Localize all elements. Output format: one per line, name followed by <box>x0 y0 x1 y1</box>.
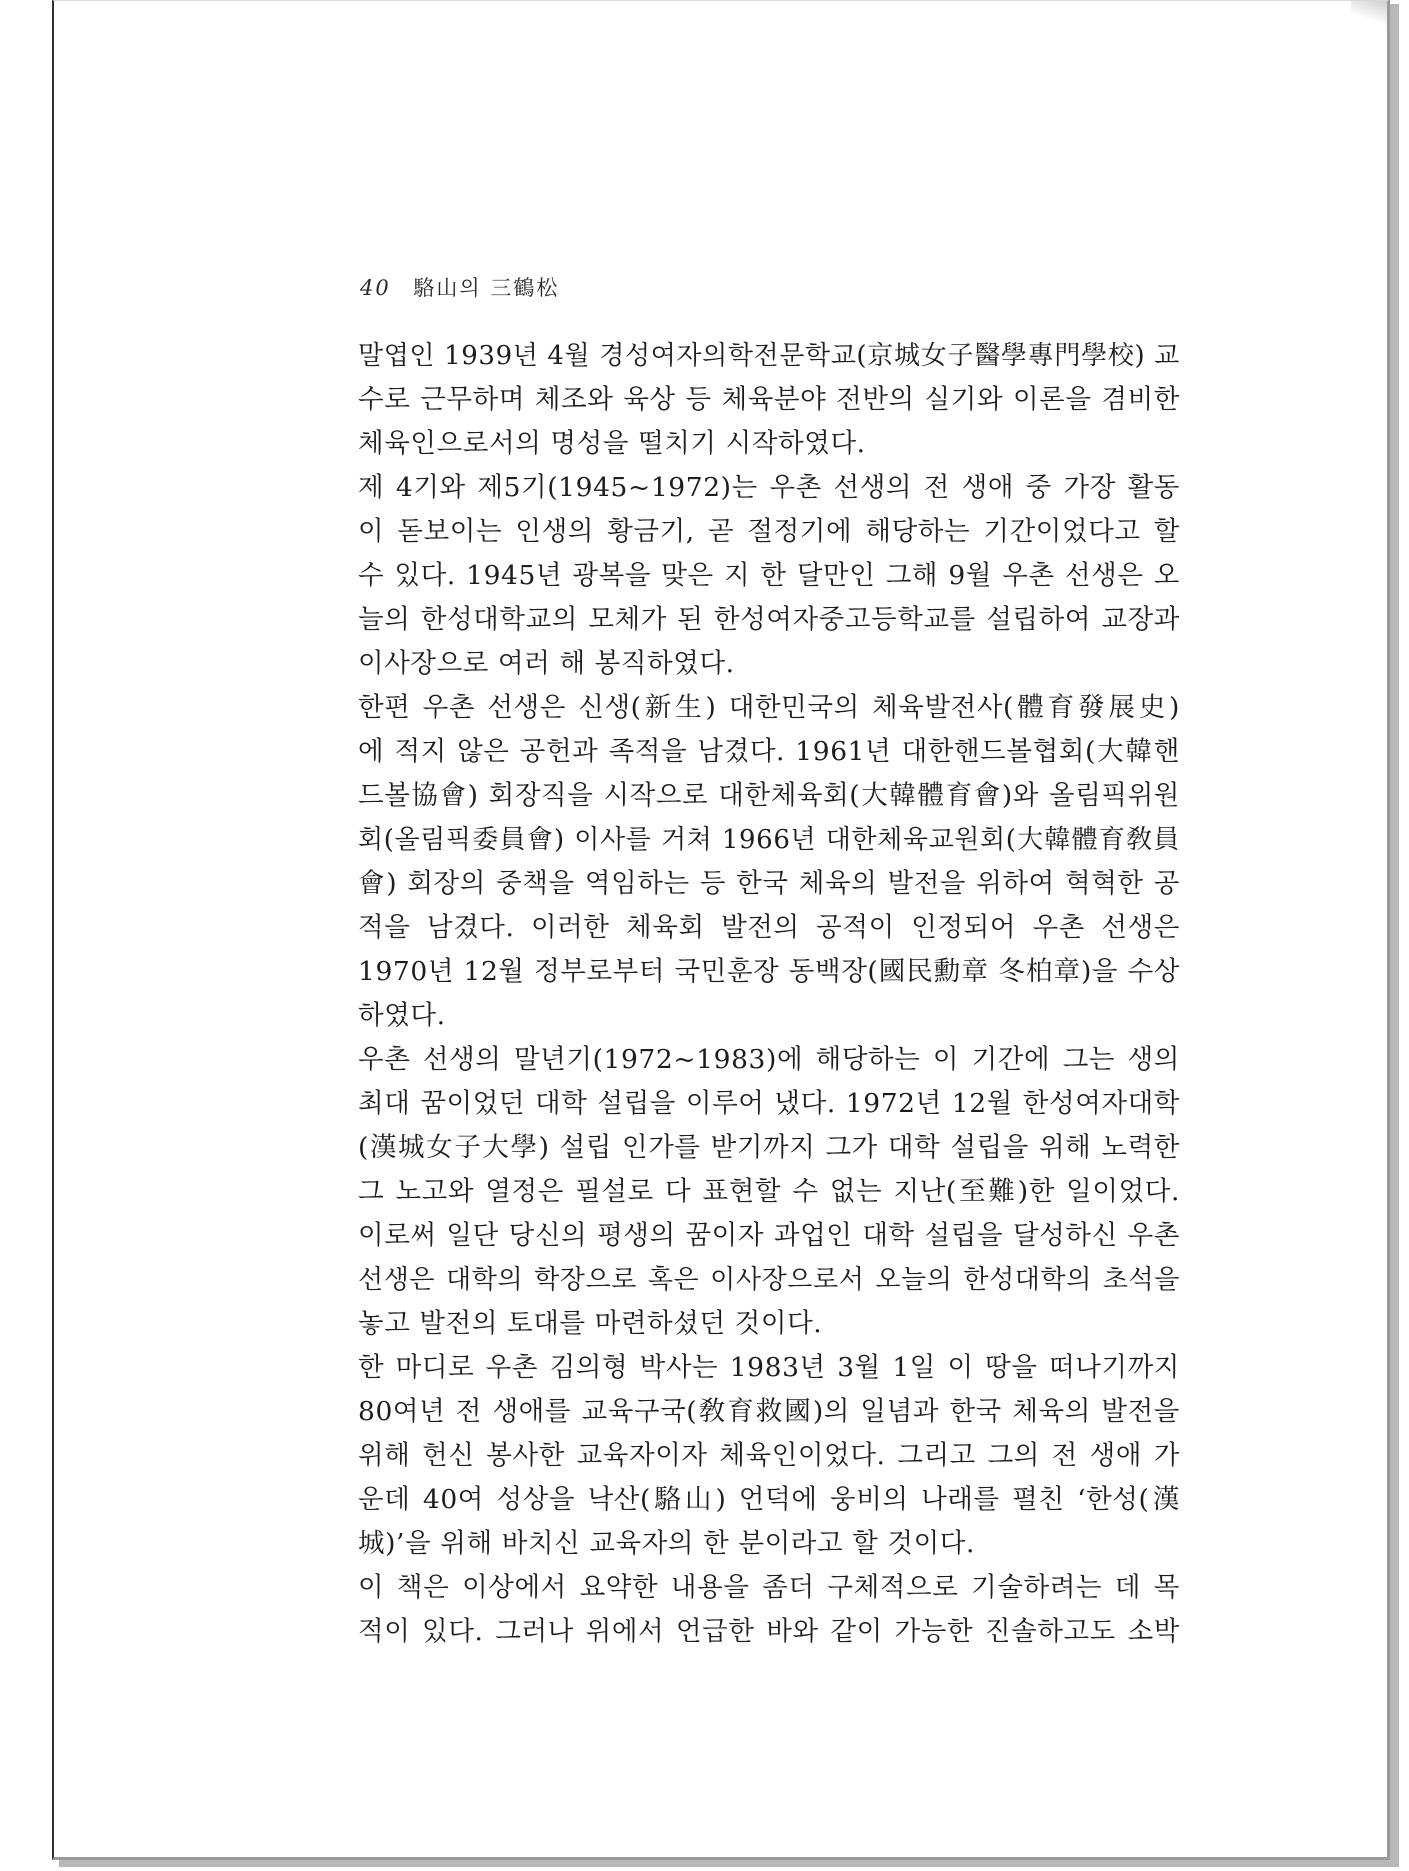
text-line: 80여년 전 생애를 교육구국(敎育救國)의 일념과 한국 체육의 발전을 <box>358 1396 1180 1427</box>
text-line: 위해 헌신 봉사한 교육자이자 체육인이었다. 그리고 그의 전 생애 가 <box>358 1440 1180 1471</box>
text-line: 적을 남겼다. 이러한 체육회 발전의 공적이 인정되어 우촌 선생은 <box>358 912 1180 943</box>
running-header <box>360 272 559 302</box>
text-line: 하였다. <box>358 1000 446 1031</box>
page-number: 40 <box>360 276 391 300</box>
text-line: 늘의 한성대학교의 모체가 된 한성여자중고등학교를 설립하여 교장과 <box>358 604 1180 635</box>
text-line: 수로 근무하며 체조와 육상 등 체육분야 전반의 실기와 이론을 겸비한 <box>358 384 1180 415</box>
text-line: 1970년 12월 정부로부터 국민훈장 동백장(國民勳章 冬柏章)을 수상 <box>358 956 1180 987</box>
text-line: 한편 우촌 선생은 신생(新生) 대한민국의 체육발전사(體育發展史) <box>358 692 1180 723</box>
text-line: 이 돋보이는 인생의 황금기, 곧 절정기에 해당하는 기간이었다고 할 <box>358 516 1180 547</box>
text-line: (漢城女子大學) 설립 인가를 받기까지 그가 대학 설립을 위해 노력한 <box>358 1132 1180 1163</box>
text-line: 에 적지 않은 공헌과 족적을 남겼다. 1961년 대한핸드볼협회(大韓핸 <box>358 736 1180 767</box>
running-title: 駱山의 三鶴松 <box>413 276 560 300</box>
text-line: 드볼協會) 회장직을 시작으로 대한체육회(大韓體育會)와 올림픽위원 <box>358 780 1180 811</box>
text-line: 회(올림픽委員會) 이사를 거쳐 1966년 대한체육교원회(大韓體育敎員 <box>358 825 1180 855</box>
text-line: 이사장으로 여러 해 봉직하였다. <box>358 648 735 679</box>
text-line: 그 노고와 열정은 필설로 다 표현할 수 없는 지난(至難)한 일이었다. <box>358 1176 1180 1207</box>
text-line: 제 4기와 제5기(1945~1972)는 우촌 선생의 전 생애 중 가장 활동 <box>358 472 1180 503</box>
text-line: 會) 회장의 중책을 역임하는 등 한국 체육의 발전을 위하여 혁혁한 공 <box>358 868 1180 899</box>
text-line: 이로써 일단 당신의 평생의 꿈이자 과업인 대학 설립을 달성하신 우촌 <box>358 1220 1180 1251</box>
text-line: 城)’을 위해 바치신 교육자의 한 분이라고 할 것이다. <box>358 1528 976 1559</box>
text-line: 한 마디로 우촌 김의형 박사는 1983년 3월 1일 이 땅을 떠나기까지 <box>358 1352 1180 1383</box>
text-line: 선생은 대학의 학장으로 혹은 이사장으로서 오늘의 한성대학의 초석을 <box>358 1265 1180 1295</box>
text-line: 운데 40여 성상을 낙산(駱山) 언덕에 웅비의 나래를 펼친 ‘한성(漢 <box>358 1484 1180 1515</box>
page-corner-fold <box>1351 1 1387 25</box>
text-line: 적이 있다. 그러나 위에서 언급한 바와 같이 가능한 진솔하고도 소박 <box>358 1616 1180 1647</box>
text-line: 우촌 선생의 말년기(1972~1983)에 해당하는 이 기간에 그는 생의 <box>358 1044 1180 1075</box>
body-text <box>358 334 1180 1654</box>
text-line: 놓고 발전의 토대를 마련하셨던 것이다. <box>358 1308 823 1339</box>
text-line: 체육인으로서의 명성을 떨치기 시작하였다. <box>358 428 866 459</box>
text-line: 최대 꿈이었던 대학 설립을 이루어 냈다. 1972년 12월 한성여자대학 <box>358 1088 1180 1119</box>
text-line: 수 있다. 1945년 광복을 맞은 지 한 달만인 그해 9월 우촌 선생은 오 <box>358 560 1180 591</box>
text-line: 이 책은 이상에서 요약한 내용을 좀더 구체적으로 기술하려는 데 목 <box>358 1572 1180 1603</box>
text-line: 말엽인 1939년 4월 경성여자의학전문학교(京城女子醫學專門學校) 교 <box>358 341 1180 371</box>
